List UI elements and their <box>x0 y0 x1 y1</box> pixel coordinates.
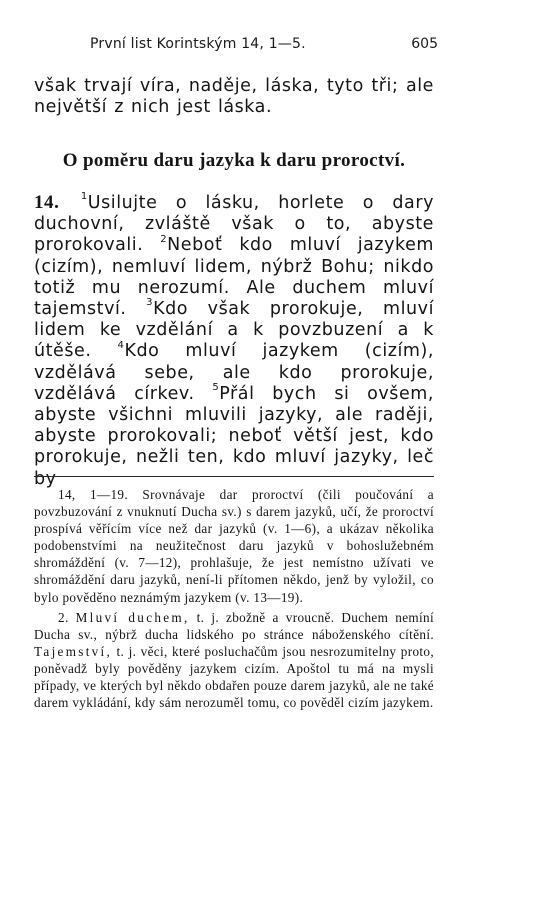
running-header-title: První list Korintským 14, 1—5. <box>90 36 306 52</box>
footnotes <box>34 486 434 714</box>
footnote-term: Tajemství, <box>34 643 113 659</box>
verse-number: 4 <box>117 339 125 351</box>
page-number: 605 <box>411 36 438 52</box>
verse-text: Neboť kdo mluví jazykem (cizím), nemluví lidem, nýbrž Bohu; nikdo totiž mu nerozumí. Ale duchem mluví tajemství. <box>34 235 434 320</box>
verse-text: Přál bych si ovšem, abyste všichni mluvili jazyky, ale raději, abyste prorokovali; neboť větší jest, kdo prorokuje, nežli ten, kdo mluví jazyky, leč by <box>34 383 434 489</box>
section-heading: O poměru daru jazyka k daru proroctví. <box>62 150 406 171</box>
footnote-text: Srovnávaje dar proroctví (čili poučování a povzbuzování z vnuknutí Ducha sv.) s darem jazyků, učí, že proroctví prospívá věřícím více než dar jazyků (v. 1—6), a ukázav několika podobenstvími na neužitečnost daru jazyků v bohoslužebném shromáždění (v. 7—12), prohlašuje, že jest nemístno užívati ve shromáždění daru jazyků, není-li přítomen někdo, jenž by vyložil, co bylo pověděno neznámým jazykem (v. 13—19). <box>34 487 435 605</box>
footnote-text: t. j. věci, které posluchačům jsou nesrozumitelny proto, poněvadž byly pověděny jazykem cizím. Apoštol tu má na mysli případy, ve kterých byl někdo obdařen pouze darem jazyků, ale ne také darem vykládání, kdy sám nerozuměl tomu, co pověděl cizím jazykem. <box>34 643 434 711</box>
footnote-reference: 2. <box>58 609 69 625</box>
intro-passage <box>34 76 434 118</box>
footnote <box>34 609 434 712</box>
intro-text: však trvají víra, naděje, láska, tyto tři; ale největší z nich jest láska. <box>34 76 434 118</box>
footnote-text: t. j. zbožně a vroucně. Duchem nemíní Ducha sv., nýbrž ducha lidského po stránce náboženského cítění. <box>34 609 434 642</box>
verse-number: 2 <box>160 233 168 245</box>
verse-number: 3 <box>146 297 154 309</box>
chapter-number: 14. <box>34 192 60 213</box>
verse-text: Kdo mluví jazykem (cizím), vzdělává sebe, ale kdo prorokuje, vzdělává církev. <box>34 341 434 404</box>
verse-number: 1 <box>80 191 88 203</box>
footnote-term: Mluví duchem, <box>75 609 190 625</box>
verse-text: Kdo však prorokuje, mluví lidem ke vzdělání a k povzbuzení a k útěše. <box>34 299 434 362</box>
footnote-divider <box>34 476 434 477</box>
verse-text: Usilujte o lásku, horlete o dary duchovní, zvláště však o to, abyste prorokovali. <box>34 193 434 256</box>
verse-number: 5 <box>212 382 220 393</box>
chapter-text <box>34 192 434 490</box>
footnote <box>34 486 434 606</box>
footnote-reference: 14, 1—19. <box>58 487 128 502</box>
chapter-passage <box>34 192 434 490</box>
